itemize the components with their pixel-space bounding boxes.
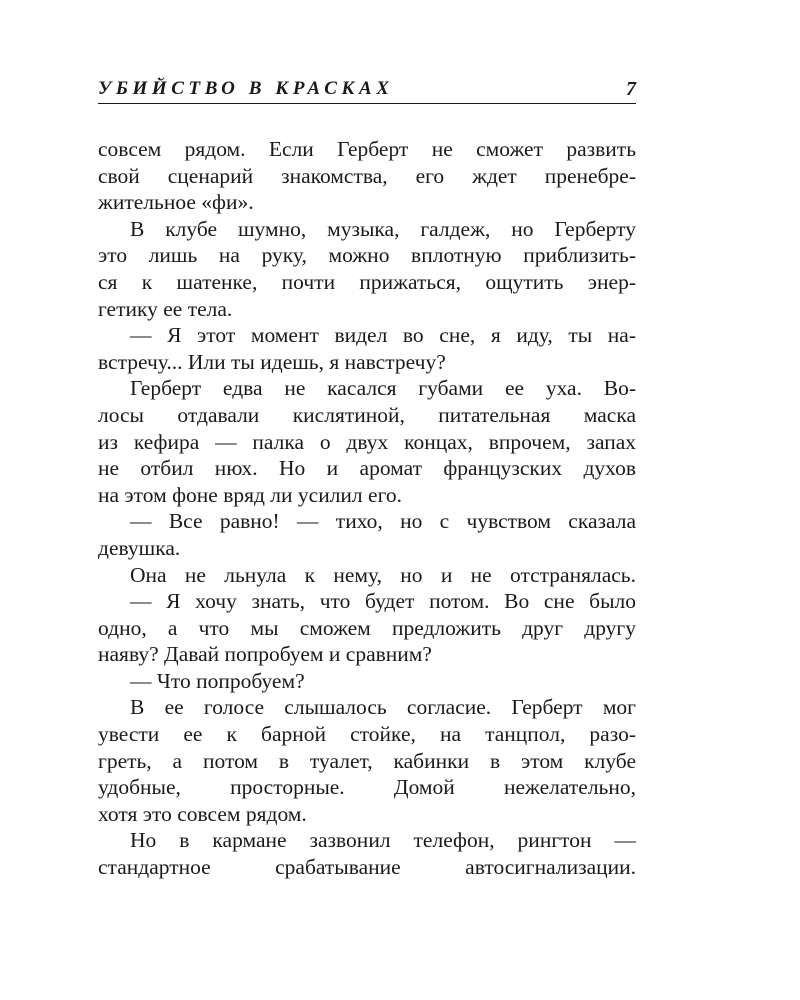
text-line: свой сценарий знакомства, его ждет пренебре- xyxy=(98,163,636,188)
text-line: это лишь на руку, можно вплотную приблизить- xyxy=(98,243,636,268)
page-number: 7 xyxy=(626,78,636,100)
body-text xyxy=(98,136,636,881)
text-line: на этом фоне вряд ли усилил его. xyxy=(98,482,402,507)
text-line: совсем рядом. Если Герберт не сможет развить xyxy=(98,137,636,161)
text-line: жительное «фи». xyxy=(98,190,254,215)
text-line: девушка. xyxy=(98,535,181,560)
text-line: встречу... Или ты идешь, я навстречу? xyxy=(98,349,446,374)
text-line: одно, а что мы сможем предложить друг другу xyxy=(98,615,636,640)
text-line: из кефира — палка о двух концах, впрочем, запах xyxy=(98,429,636,454)
text-line: — Что попробуем? xyxy=(130,668,305,693)
text-line: гетику ее тела. xyxy=(98,296,233,321)
text-line: — Я этот момент видел во сне, я иду, ты на- xyxy=(130,323,636,348)
text-line: В клубе шумно, музыка, галдеж, но Герберту xyxy=(130,216,636,241)
header-rule xyxy=(98,103,636,104)
running-title: УБИЙСТВО В КРАСКАХ xyxy=(98,78,394,99)
text-line: — Все равно! — тихо, но с чувством сказала xyxy=(130,509,636,534)
text-line: Герберт едва не касался губами ее уха. Во- xyxy=(130,376,636,401)
text-line: удобные, просторные. Домой нежелательно, xyxy=(98,775,636,800)
text-line: В ее голосе слышалось согласие. Герберт мог xyxy=(130,695,636,720)
text-line: лосы отдавали кислятиной, питательная маска xyxy=(98,402,636,427)
text-line: увести ее к барной стойке, на танцпол, разо- xyxy=(98,722,636,747)
text-line: греть, а потом в туалет, кабинки в этом клубе xyxy=(98,748,636,773)
text-line: наяву? Давай попробуем и сравним? xyxy=(98,642,432,667)
text-line: стандартное срабатывание автосигнализации. xyxy=(98,855,636,880)
text-line: — Я хочу знать, что будет потом. Во сне было xyxy=(130,589,636,614)
text-line: Она не льнула к нему, но и не отстранялась. xyxy=(130,562,636,587)
text-line: Но в кармане зазвонил телефон, рингтон — xyxy=(130,828,636,853)
text-line: ся к шатенке, почти прижаться, ощутить энер- xyxy=(98,269,636,294)
text-line: не отбил нюх. Но и аромат французских духов xyxy=(98,456,636,481)
text-line: хотя это совсем рядом. xyxy=(98,801,307,826)
running-head xyxy=(98,78,636,102)
